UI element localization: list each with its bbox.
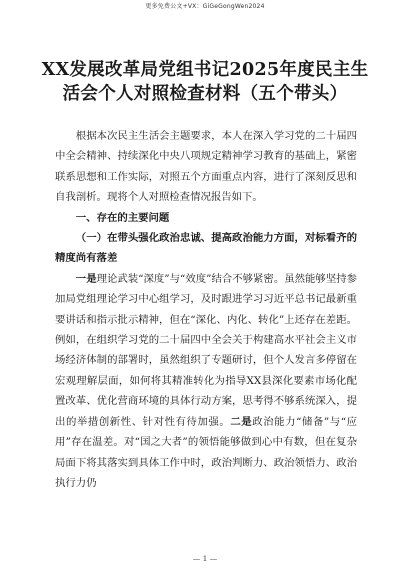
point2-label: 二是 — [230, 415, 253, 428]
point2-text: 政治能力“储备”与“应用”存在温差。对“国之大者”的领悟能够做到心中有数，但在复杂局面下将其落实到具体工作中时，政治判断力、政治领悟力、政治执行力仍 — [55, 415, 358, 489]
point-paragraph — [55, 269, 357, 493]
subsection-heading: （一）在带头强化政治忠诚、提高政治能力方面，对标看齐的精度尚有落差 — [55, 232, 357, 265]
document-body — [55, 126, 357, 493]
intro-paragraph: 根据本次民主生活会主题要求，本人在深入学习党的二十届四中全会精神、持续深化中央八项规定精神学习教育的基础上，紧密联系思想和工作实际，对照五个方面重点内容，进行了深刻反思和自我剖析。现将个人对照检查情况报告如下。 — [55, 130, 357, 204]
section-heading: 一、存在的主要问题 — [75, 211, 170, 224]
point1-label: 一是 — [75, 272, 97, 285]
page-number: — 1 — — [192, 554, 218, 563]
header-watermark-text: 更多免费公文+VX：GiGeGongWen2024 — [145, 3, 265, 10]
document-title: XX发展改革局党组书记2025年度民主生活会个人对照检查材料（五个带头） — [41, 60, 369, 104]
point1-text: 理论武装“深度”与“效度”结合不够紧密。虽然能够坚持参加局党组理论学习中心组学习，及时跟进学习习近平总书记最新重要讲话和指示批示精神，但在“深化、内化、转化”上还存在差距。例如，在组织学习党的二十届四中全会关于构建高水平社会主义市场经济体制的部署时，虽然组织了专题研讨，但个人发言多停留在宏观理解层面，如何将其精准转化为指导XX县深化要素市场化配置改革、优化营商环境的具体行动方案，思考得不够系统深入，提出的举措创新性、针对性有待加强。 — [55, 272, 357, 428]
